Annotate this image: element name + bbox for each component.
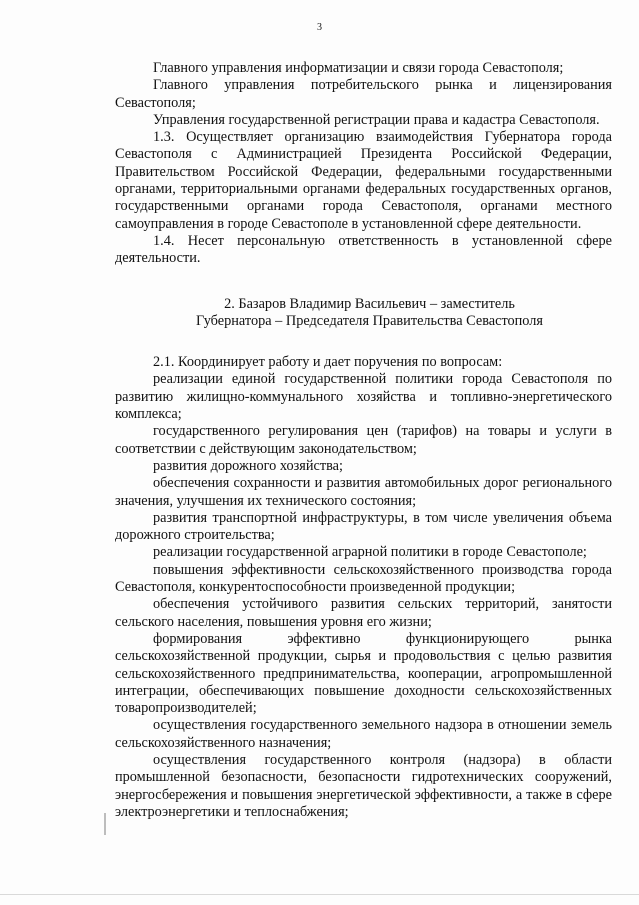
paragraph-main-directorate-consumer-market: Главного управления потребительского рынка и лицензирования Севастополя;	[115, 77, 612, 111]
list-item-agricultural-market: формирования эффективно функционирующего рынка сельскохозяйственной продукции, сырья и продовольствия с целью развития сельскохозяйственного предпринимательства, кооперации, агропромышленной интеграции, обеспечивающих повышение доходности сельскохозяйственных товаропроизводителей;	[115, 630, 612, 717]
list-item-transport-infrastructure: развития транспортной инфраструктуры, в том числе увеличения объема дорожного строительства;	[115, 509, 612, 544]
paragraph-2-1-intro: 2.1. Координирует работу и дает поручения по вопросам:	[153, 354, 503, 371]
section-spacer	[115, 330, 612, 354]
section-spacer	[115, 268, 612, 296]
list-item-rural-development: обеспечения устойчивого развития сельских территорий, занятости сельского населения, повышения уровня его жизни;	[115, 596, 612, 630]
document-body	[115, 60, 612, 821]
list-item-agrarian-policy: реализации государственной аграрной политики в городе Севастополе;	[153, 544, 587, 561]
list-item-road-safety: обеспечения сохранности и развития автомобильных дорог регионального значения, улучшения их технического состояния;	[115, 475, 612, 509]
list-item-price-regulation: государственного регулирования цен (тарифов) на товары и услуги в соответствии с действующим законодательством;	[115, 423, 612, 457]
section-2-heading-line-2: Губернатора – Председателя Правительства Севастополя	[196, 312, 543, 329]
paragraph-1-3: 1.3. Осуществляет организацию взаимодействия Губернатора города Севастополя с Администрацией Президента Российской Федерации, Правительством Российской Федерации, федеральными государственными органами, территориальными органами федеральных государственных органов, государственными органами города Севастополя, органами местного самоуправления в городе Севастополе в установленной сфере деятельности.	[115, 129, 612, 232]
list-item-land-supervision: осуществления государственного земельного надзора в отношении земель сельскохозяйственного назначения;	[115, 717, 612, 751]
paragraph-directorate-state-registration: Управления государственной регистрации права и кадастра Севастополя.	[153, 111, 600, 128]
list-item-road-development: развития дорожного хозяйства;	[153, 457, 343, 474]
scan-bottom-edge	[0, 894, 639, 895]
page-number: 3	[317, 22, 322, 33]
paragraph-1-4: 1.4. Несет персональную ответственность в установленной сфере деятельности.	[115, 232, 612, 267]
paragraph-main-directorate-informatization: Главного управления информатизации и связи города Севастополя;	[153, 60, 564, 76]
scan-margin-mark	[104, 813, 106, 835]
section-2-heading-line-1: 2. Базаров Владимир Васильевич – заместитель	[224, 295, 515, 312]
list-item-housing-utilities: реализации единой государственной политики города Севастополя по развитию жилищно-коммунального хозяйства и топливно-энергетического комплекса;	[115, 371, 612, 423]
list-item-industrial-safety: осуществления государственного контроля (надзора) в области промышленной безопасности, безопасности гидротехнических сооружений, энергосбережения и повышения энергетической эффективности, а также в сфере электроэнергетики и теплоснабжения;	[115, 751, 612, 820]
list-item-agricultural-efficiency: повышения эффективности сельскохозяйственного производства города Севастополя, конкурентоспособности произведенной продукции;	[115, 561, 612, 596]
